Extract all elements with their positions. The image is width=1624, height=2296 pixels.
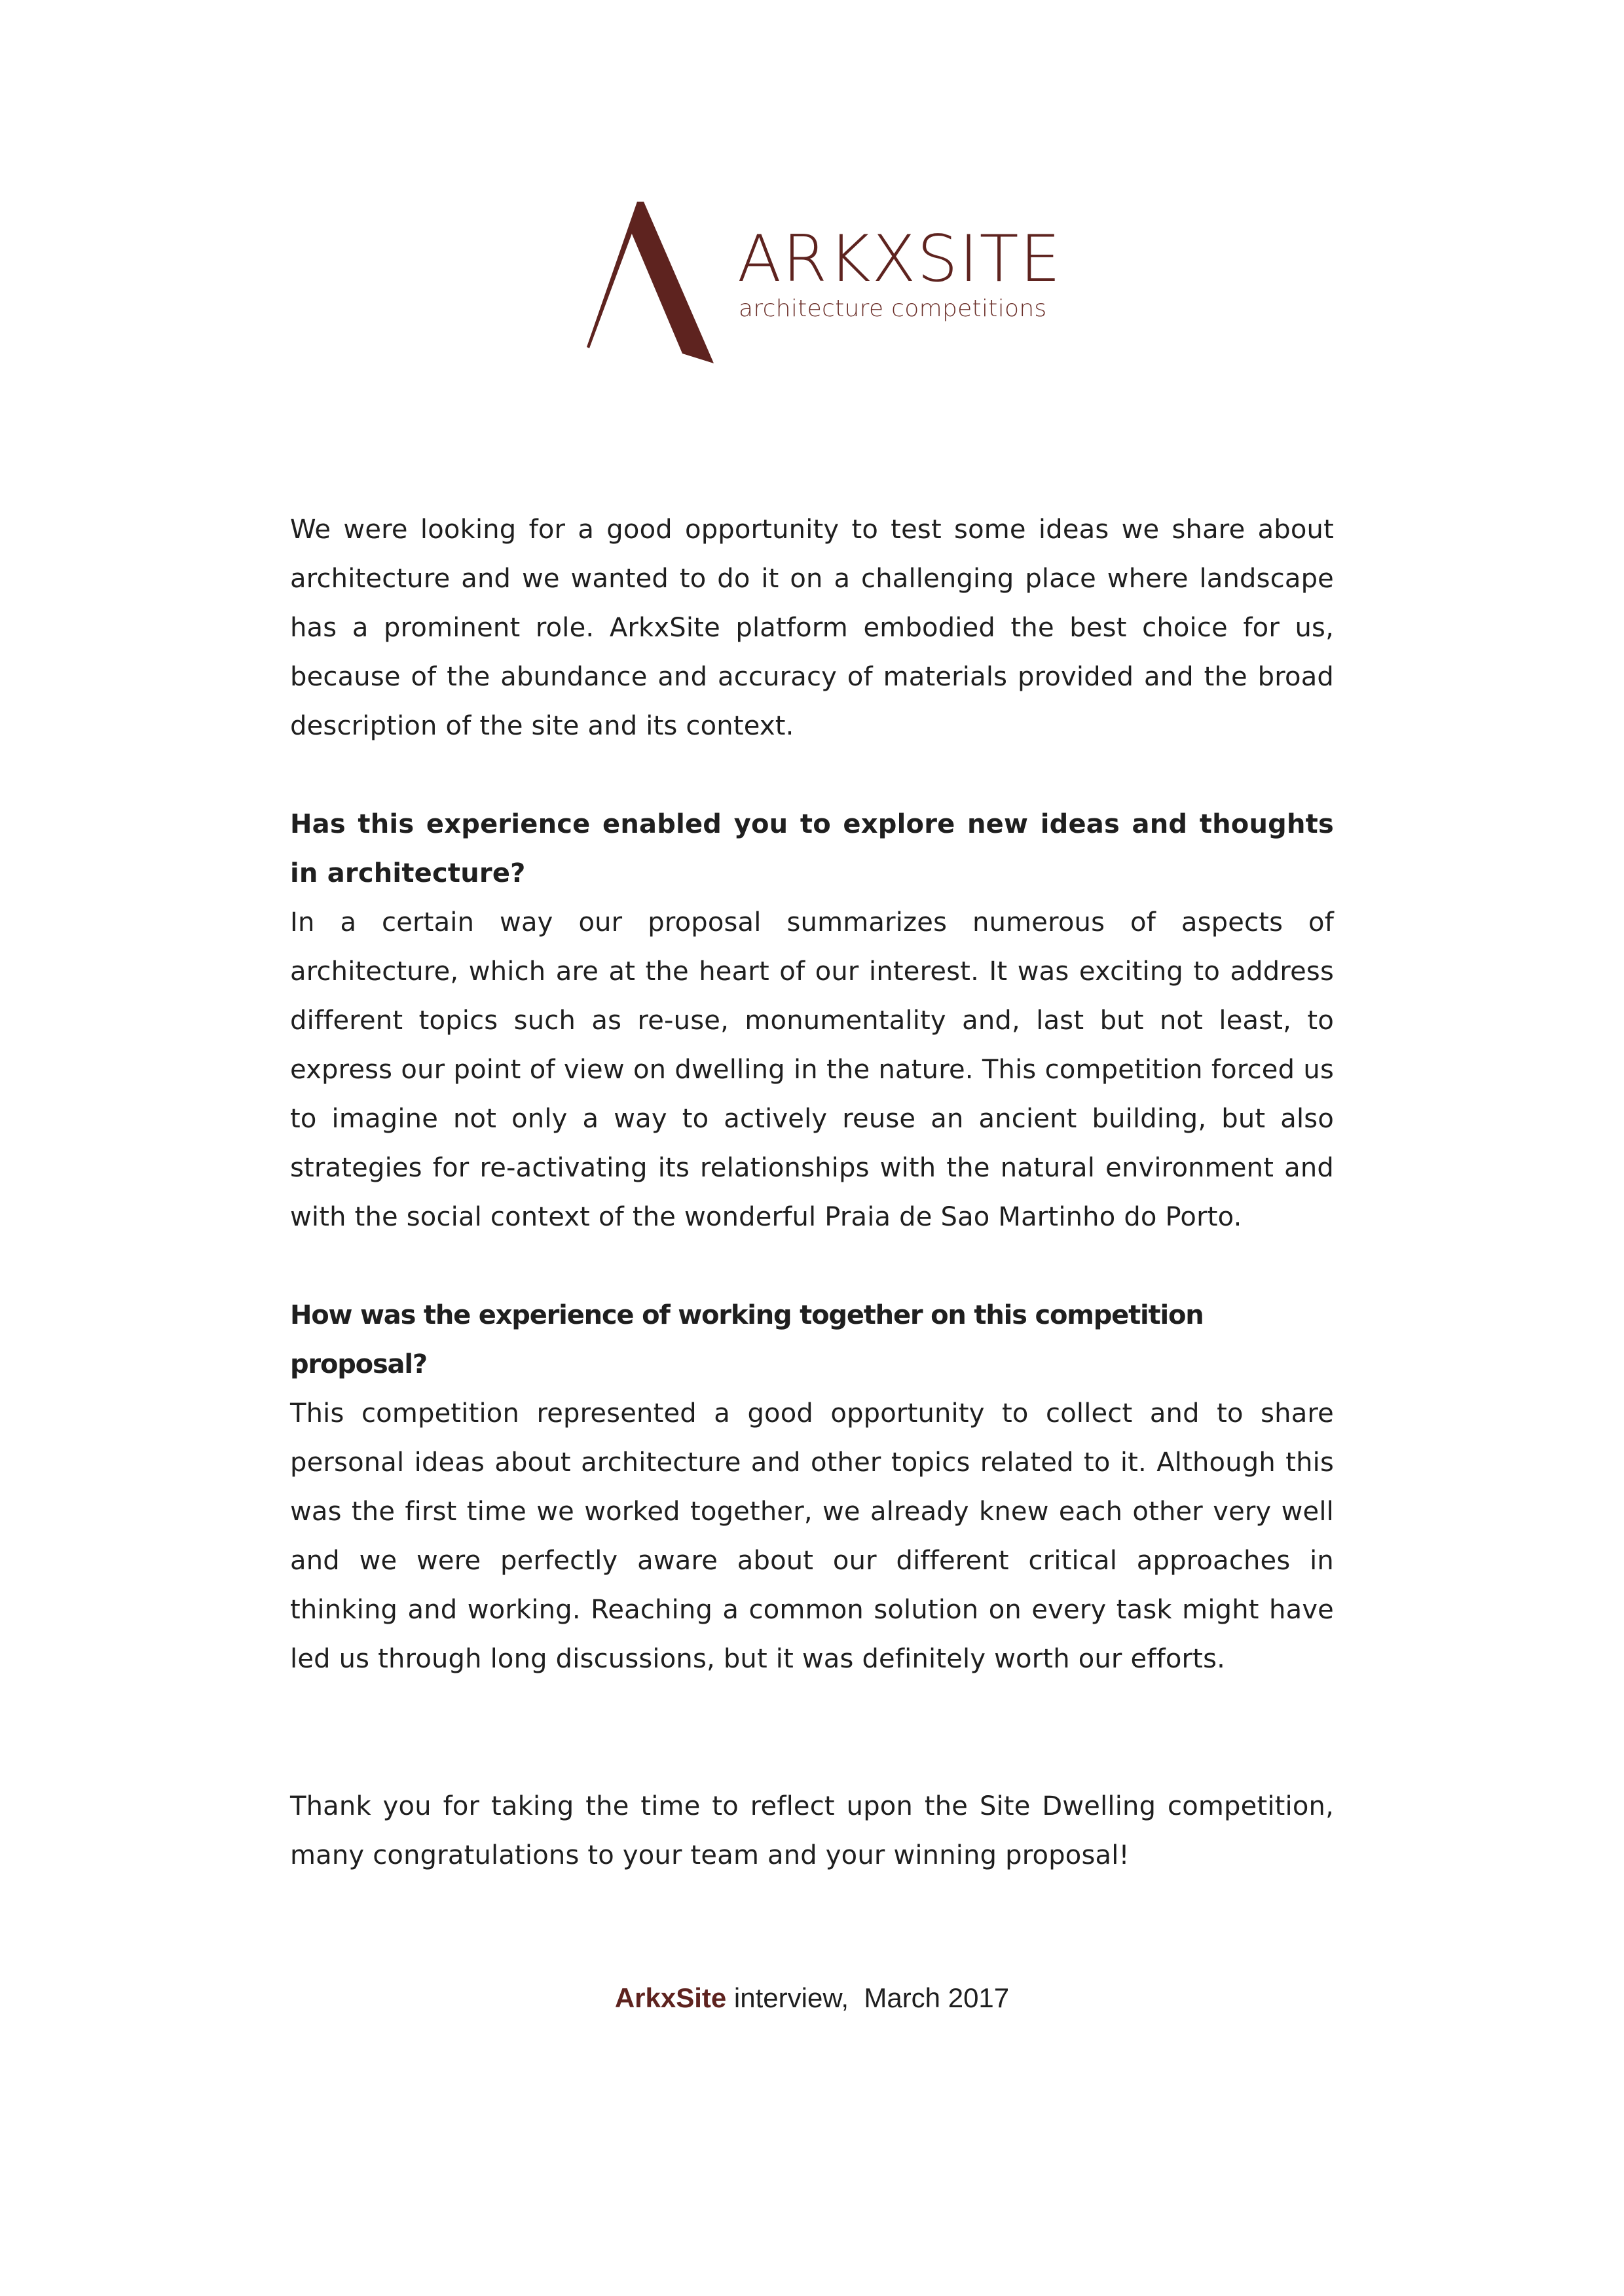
logo-tagline: architecture competitions xyxy=(739,295,1047,322)
footer-brand: ArkxSite xyxy=(614,1982,727,2013)
stylized-a-icon xyxy=(576,196,720,367)
spacer xyxy=(290,751,1334,800)
arkxsite-logo xyxy=(576,196,1062,367)
footer-credit xyxy=(0,1978,1624,2018)
question-1: Has this experience enabled you to explore new ideas and thoughts in architecture? xyxy=(290,809,1334,888)
logo-mark-blade xyxy=(631,202,714,363)
intro-paragraph: We were looking for a good opportunity to test some ideas we share about architecture and we wanted to do it on a challenging place where landscape has a prominent role. ArkxSite platform embodied the best choice for us, because of the abundance and accuracy of materials provided and the broad description of the site and its context. xyxy=(290,515,1334,741)
answer-2: This competition represented a good opportunity to collect and to share personal ideas about architecture and other topics related to it. Although this was the first time we worked together, we already knew each other very well and we were perfectly aware about our different critical approaches in thinking and working. Reaching a common solution on every task might have led us through long discussions, but it was definitely worth our efforts. xyxy=(290,1398,1334,1674)
closing-paragraph: Thank you for taking the time to reflect upon the Site Dwelling competition, many congratulations to your team and your winning proposal! xyxy=(290,1791,1334,1870)
answer-1: In a certain way our proposal summarizes numerous of aspects of architecture, which are at the heart of our interest. It was exciting to address different topics such as re-use, monumentality and, last but not least, to express our point of view on dwelling in the nature. This competition forced us to imagine not only a way to actively reuse an ancient building, but also strategies for re-activating its relationships with the natural environment and with the social context of the wonderful Praia de Sao Martinho do Porto. xyxy=(290,907,1334,1232)
spacer xyxy=(290,1242,1334,1291)
logo-wordmark: ARKXSITE xyxy=(737,222,1062,297)
interview-body xyxy=(290,505,1334,1880)
question-2: How was the experience of working together on this competition proposal? xyxy=(290,1300,1204,1379)
spacer xyxy=(290,1684,1334,1782)
footer-date: interview, March 2017 xyxy=(726,1982,1010,2013)
